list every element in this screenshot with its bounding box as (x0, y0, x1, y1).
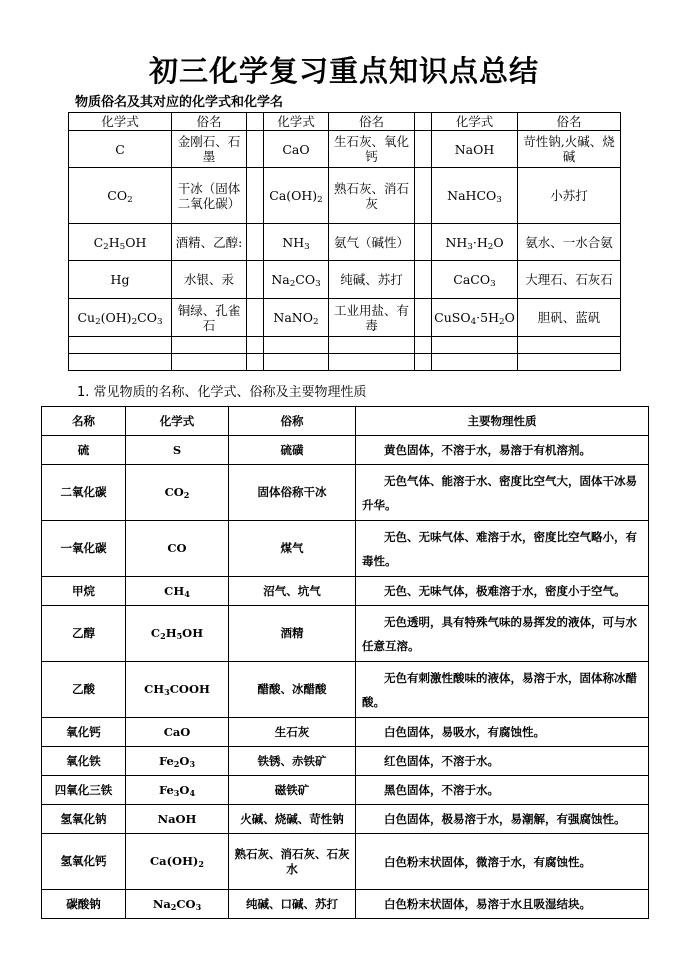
alias-cell: 金刚石、石墨 (172, 131, 247, 168)
formula-cell: $Ca(OH)_2$ (126, 834, 229, 890)
substance-name-cell: 氧化铁 (42, 747, 126, 776)
header-alias: 俗名 (329, 113, 415, 131)
formula-cell: $NH_3\cdot H_2O$ (432, 224, 518, 261)
properties-cell (356, 436, 649, 465)
properties-row (42, 436, 649, 465)
common-name-cell: 固体俗称干冰 (229, 465, 356, 521)
gap-cell (415, 168, 432, 224)
gap-cell (247, 131, 264, 168)
properties-row (42, 718, 649, 747)
alias-cell: 生石灰、氧化钙 (329, 131, 415, 168)
gap-cell (415, 299, 432, 337)
alias-cell (518, 354, 621, 371)
formula-cell: $CO_2$ (126, 465, 229, 521)
substance-name-cell: 乙酸 (42, 662, 126, 718)
substance-name-cell: 硫 (42, 436, 126, 465)
properties-cell (356, 834, 649, 890)
formula-cell: CaO (264, 131, 329, 168)
gap-cell (247, 354, 264, 371)
substance-name-cell: 乙醇 (42, 606, 126, 662)
properties-cell (356, 805, 649, 834)
properties-text: 黄色固体，不溶于水，易溶于有机溶剂。 (384, 443, 591, 457)
alias-row (69, 168, 621, 224)
formula-cell (432, 337, 518, 354)
properties-table (41, 406, 649, 919)
formula-cell: $Fe_2O_3$ (126, 747, 229, 776)
substance-name-cell: 二氧化碳 (42, 465, 126, 521)
header-alias: 俗名 (518, 113, 621, 131)
common-name-cell: 硫磺 (229, 436, 356, 465)
properties-cell (356, 747, 649, 776)
formula-cell: $CH_3COOH$ (126, 662, 229, 718)
properties-cell (356, 606, 649, 662)
formula-cell: $Na_2CO_3$ (126, 890, 229, 919)
properties-cell (356, 521, 649, 577)
formula-cell (432, 354, 518, 371)
common-name-cell: 生石灰 (229, 718, 356, 747)
substance-name-cell: 氢氧化钙 (42, 834, 126, 890)
properties-text: 无色有刺激性酸味的液体，易溶于水，固体称冰醋酸。 (362, 670, 637, 709)
formula-cell: NaOH (432, 131, 518, 168)
properties-row (42, 662, 649, 718)
alias-cell: 铜绿、孔雀石 (172, 299, 247, 337)
substance-name-cell: 氢氧化钠 (42, 805, 126, 834)
properties-text: 无色气体、能溶于水、密度比空气大，固体干冰易升华。 (362, 473, 637, 512)
alias-cell: 水银、汞 (172, 261, 247, 299)
header-common-name: 俗称 (229, 407, 356, 436)
formula-cell: $CO_2$ (69, 168, 172, 224)
alias-cell: 苛性钠,火碱、烧碱 (518, 131, 621, 168)
properties-cell (356, 662, 649, 718)
alias-cell: 工业用盐、有毒 (329, 299, 415, 337)
gap-cell (247, 337, 264, 354)
alias-cell: 小苏打 (518, 168, 621, 224)
substance-name-cell: 四氧化三铁 (42, 776, 126, 805)
substance-name-cell: 氧化钙 (42, 718, 126, 747)
header-name: 名称 (42, 407, 126, 436)
common-name-cell: 沼气、坑气 (229, 577, 356, 606)
formula-cell: $Fe_3O_4$ (126, 776, 229, 805)
formula-cell: NaNO$_2$ (264, 299, 329, 337)
common-name-cell: 纯碱、口碱、苏打 (229, 890, 356, 919)
header-formula: 化学式 (264, 113, 329, 131)
alias-row (69, 299, 621, 337)
gap-cell (415, 224, 432, 261)
header-formula: 化学式 (69, 113, 172, 131)
substance-name-cell: 一氧化碳 (42, 521, 126, 577)
common-name-cell: 酒精 (229, 606, 356, 662)
formula-cell: $NH_3$ (264, 224, 329, 261)
properties-cell (356, 890, 649, 919)
gap-cell (247, 261, 264, 299)
properties-row (42, 805, 649, 834)
properties-cell (356, 465, 649, 521)
properties-text: 黑色固体，不溶于水。 (384, 783, 499, 797)
alias-cell: 胆矾、蓝矾 (518, 299, 621, 337)
gap-cell (415, 337, 432, 354)
header-formula: 化学式 (432, 113, 518, 131)
formula-cell: NaHCO$_3$ (432, 168, 518, 224)
alias-cell: 酒精、乙醇: (172, 224, 247, 261)
properties-text: 无色、无味气体、难溶于水，密度比空气略小，有毒性。 (362, 529, 637, 568)
alias-cell: 干冰（固体二氧化碳） (172, 168, 247, 224)
properties-cell (356, 718, 649, 747)
alias-cell: 大理石、石灰石 (518, 261, 621, 299)
alias-cell: 氨水、一水合氨 (518, 224, 621, 261)
gap-cell (247, 224, 264, 261)
gap-cell (415, 354, 432, 371)
formula-cell: CO (126, 521, 229, 577)
formula-cell: S (126, 436, 229, 465)
alias-row (69, 224, 621, 261)
alias-row (69, 354, 621, 371)
gap-cell (415, 131, 432, 168)
properties-row (42, 465, 649, 521)
alias-cell (329, 354, 415, 371)
properties-cell (356, 577, 649, 606)
properties-row (42, 890, 649, 919)
header-formula: 化学式 (126, 407, 229, 436)
alias-cell (172, 337, 247, 354)
formula-cell (264, 354, 329, 371)
common-name-cell: 磁铁矿 (229, 776, 356, 805)
section2-heading: 1. 常见物质的名称、化学式、俗称及主要物理性质 (77, 385, 367, 400)
formula-cell (69, 354, 172, 371)
formula-cell: $CH_4$ (126, 577, 229, 606)
formula-cell: CaO (126, 718, 229, 747)
common-name-cell: 煤气 (229, 521, 356, 577)
alias-header-row (69, 113, 621, 131)
formula-cell: $Na_2CO_3$ (264, 261, 329, 299)
gap-cell (247, 299, 264, 337)
properties-row (42, 606, 649, 662)
gap-cell (247, 168, 264, 224)
properties-text: 白色粉末状固体，微溶于水，有腐蚀性。 (384, 854, 591, 869)
substance-name-cell: 甲烷 (42, 577, 126, 606)
properties-text: 白色固体，极易溶于水，易潮解，有强腐蚀性。 (384, 812, 626, 826)
formula-cell: $Ca(OH)_2$ (264, 168, 329, 224)
formula-cell: NaOH (126, 805, 229, 834)
common-name-cell: 醋酸、冰醋酸 (229, 662, 356, 718)
header-properties: 主要物理性质 (356, 407, 649, 436)
page-title: 初三化学复习重点知识点总结 (148, 54, 539, 88)
alias-row (69, 337, 621, 354)
alias-cell (518, 337, 621, 354)
formula-cell: $Cu_2(OH)_2CO_3$ (69, 299, 172, 337)
properties-text: 红色固体，不溶于水。 (384, 754, 499, 768)
alias-cell: 纯碱、苏打 (329, 261, 415, 299)
section1-heading: 物质俗名及其对应的化学式和化学名 (75, 95, 284, 110)
alias-cell: 氨气（碱性） (329, 224, 415, 261)
formula-cell (69, 337, 172, 354)
properties-text: 无色透明，具有特殊气味的易挥发的液体，可与水任意互溶。 (362, 614, 637, 653)
common-name-cell: 火碱、烧碱、苛性钠 (229, 805, 356, 834)
common-name-cell: 铁锈、赤铁矿 (229, 747, 356, 776)
formula-cell: CaCO$_3$ (432, 261, 518, 299)
common-name-cell: 熟石灰、消石灰、石灰水 (229, 834, 356, 890)
alias-table (68, 112, 621, 371)
properties-header-row (42, 407, 649, 436)
substance-name-cell: 碳酸钠 (42, 890, 126, 919)
properties-row (42, 577, 649, 606)
properties-row (42, 521, 649, 577)
alias-cell (172, 354, 247, 371)
properties-text: 白色粉末状固体，易溶于水且吸湿结块。 (384, 897, 591, 911)
alias-cell (329, 337, 415, 354)
header-alias: 俗名 (172, 113, 247, 131)
formula-cell: $C_2H_5OH$ (69, 224, 172, 261)
properties-row (42, 776, 649, 805)
alias-cell: 熟石灰、消石灰 (329, 168, 415, 224)
properties-text: 无色、无味气体，极难溶于水，密度小于空气。 (384, 584, 626, 598)
formula-cell: Hg (69, 261, 172, 299)
gap-cell (415, 261, 432, 299)
properties-cell (356, 776, 649, 805)
properties-text: 白色固体，易吸水，有腐蚀性。 (384, 725, 545, 739)
alias-row (69, 131, 621, 168)
formula-cell (264, 337, 329, 354)
alias-row (69, 261, 621, 299)
properties-row (42, 834, 649, 890)
formula-cell: $CuSO_4\cdot 5H_2O$ (432, 299, 518, 337)
properties-row (42, 747, 649, 776)
formula-cell: $C_2H_5OH$ (126, 606, 229, 662)
formula-cell: C (69, 131, 172, 168)
